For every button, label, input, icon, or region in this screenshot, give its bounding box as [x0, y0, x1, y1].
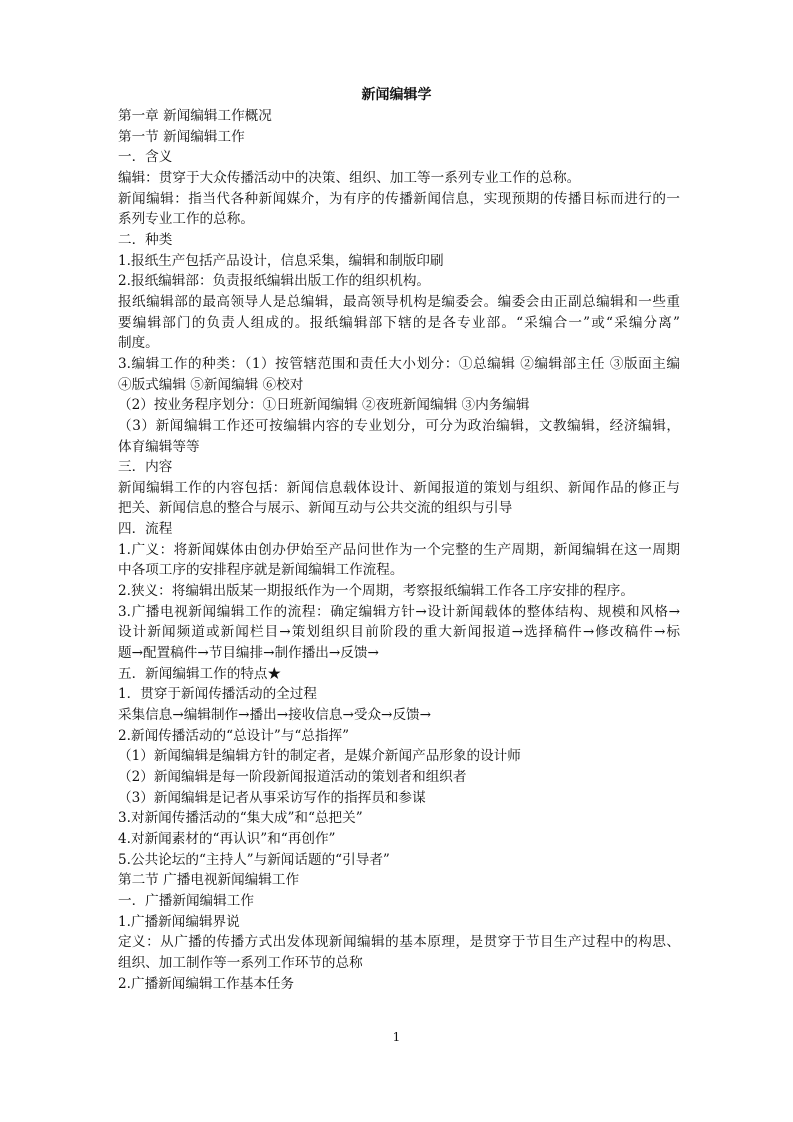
text-line: 把关、新闻信息的整合与展示、新闻互动与公共交流的组织与引导	[118, 500, 513, 517]
page-number: 1	[392, 1030, 401, 1044]
text-line: 编辑：贯穿于大众传播活动中的决策、组织、加工等一系列专业工作的总称。	[118, 169, 581, 186]
text-line: 5.公共论坛的“主持人”与新闻话题的“引导者”	[118, 851, 390, 868]
text-line: （2）按业务程序划分：①日班新闻编辑 ②夜班新闻编辑 ③内务编辑	[118, 397, 530, 414]
text-line: 4.对新闻素材的“再认识”和“再创作”	[118, 830, 336, 847]
document-body	[118, 106, 680, 994]
text-line: 四．流程	[118, 521, 173, 538]
text-line: 系列专业工作的总称。	[118, 211, 254, 228]
document-title: 新闻编辑学	[361, 87, 432, 103]
text-line: 采集信息→编辑制作→播出→接收信息→受众→反馈→	[118, 707, 432, 724]
text-line: 二．种类	[118, 231, 173, 248]
text-line: 三．内容	[118, 459, 173, 476]
text-line: 报纸编辑部的最高领导人是总编辑，最高领导机构是编委会。编委会由正副总编辑和一些重	[118, 293, 680, 310]
text-line: 一．广播新闻编辑工作	[118, 892, 254, 909]
text-line: 五．新闻编辑工作的特点★	[118, 665, 282, 682]
text-line: 定义：从广播的传播方式出发体现新闻编辑的基本原理，是贯穿于节目生产过程中的构思、	[118, 934, 680, 951]
text-line: 1.报纸生产包括产品设计，信息采集，编辑和制版印刷	[118, 252, 444, 269]
text-line: 1.广义：将新闻媒体由创办伊始至产品问世作为一个完整的生产周期，新闻编辑在这一周期	[118, 541, 680, 558]
text-line: ④版式编辑 ⑤新闻编辑 ⑥校对	[118, 376, 304, 393]
text-line: 制度。	[118, 335, 159, 352]
text-line: （2）新闻编辑是每一阶段新闻报道活动的策划者和组织者	[118, 769, 467, 785]
text-line: （3）新闻编辑工作还可按编辑内容的专业划分，可分为政治编辑，文教编辑，经济编辑，	[118, 417, 680, 434]
text-line: 设计新闻频道或新闻栏目→策划组织目前阶段的重大新闻报道→选择稿件→修改稿件→标	[118, 624, 680, 641]
text-line: 2.广播新闻编辑工作基本任务	[118, 975, 295, 992]
text-line: 2.新闻传播活动的“总设计”与“总指挥”	[118, 727, 350, 744]
text-line: 1.广播新闻编辑界说	[118, 913, 240, 930]
text-line: 3.编辑工作的种类：（1）按管辖范围和责任大小划分：①总编辑 ②编辑部主任 ③版面主编	[118, 355, 680, 372]
text-line: 要编辑部门的负责人组成的。报纸编辑部下辖的是各专业部。“采编合一”或“采编分离”	[118, 314, 680, 331]
text-line: 3.对新闻传播活动的“集大成”和“总把关”	[118, 810, 363, 827]
text-line: 体育编辑等等	[118, 438, 200, 455]
text-line: 1．贯穿于新闻传播活动的全过程	[118, 686, 317, 703]
text-line: （1）新闻编辑是编辑方针的制定者，是媒介新闻产品形象的设计师	[118, 748, 521, 765]
text-line: 2.报纸编辑部：负责报纸编辑出版工作的组织机构。	[118, 273, 431, 290]
text-line: 组织、加工制作等一系列工作环节的总称	[118, 954, 363, 971]
text-line: 新闻编辑：指当代各种新闻媒介，为有序的传播新闻信息，实现预期的传播目标而进行的一	[118, 190, 680, 207]
text-line: 新闻编辑工作的内容包括：新闻信息载体设计、新闻报道的策划与组织、新闻作品的修正与	[118, 479, 680, 496]
text-line: 一．含义	[118, 149, 173, 166]
text-line: 题→配置稿件→节目编排→制作播出→反馈→	[118, 645, 379, 662]
text-line: 第一章 新闻编辑工作概况	[118, 108, 272, 124]
text-line: 中各项工序的安排程序就是新闻编辑工作流程。	[118, 562, 404, 579]
text-line: 第一节 新闻编辑工作	[118, 128, 245, 145]
text-line: 3.广播电视新闻编辑工作的流程：确定编辑方针→设计新闻载体的整体结构、规模和风格→	[118, 603, 680, 620]
text-line: 2.狭义：将编辑出版某一期报纸作为一个周期，考察报纸编辑工作各工序安排的程序。	[118, 583, 634, 600]
text-line: 第二节 广播电视新闻编辑工作	[118, 872, 300, 889]
text-line: （3）新闻编辑是记者从事采访写作的指挥员和参谋	[118, 789, 426, 806]
